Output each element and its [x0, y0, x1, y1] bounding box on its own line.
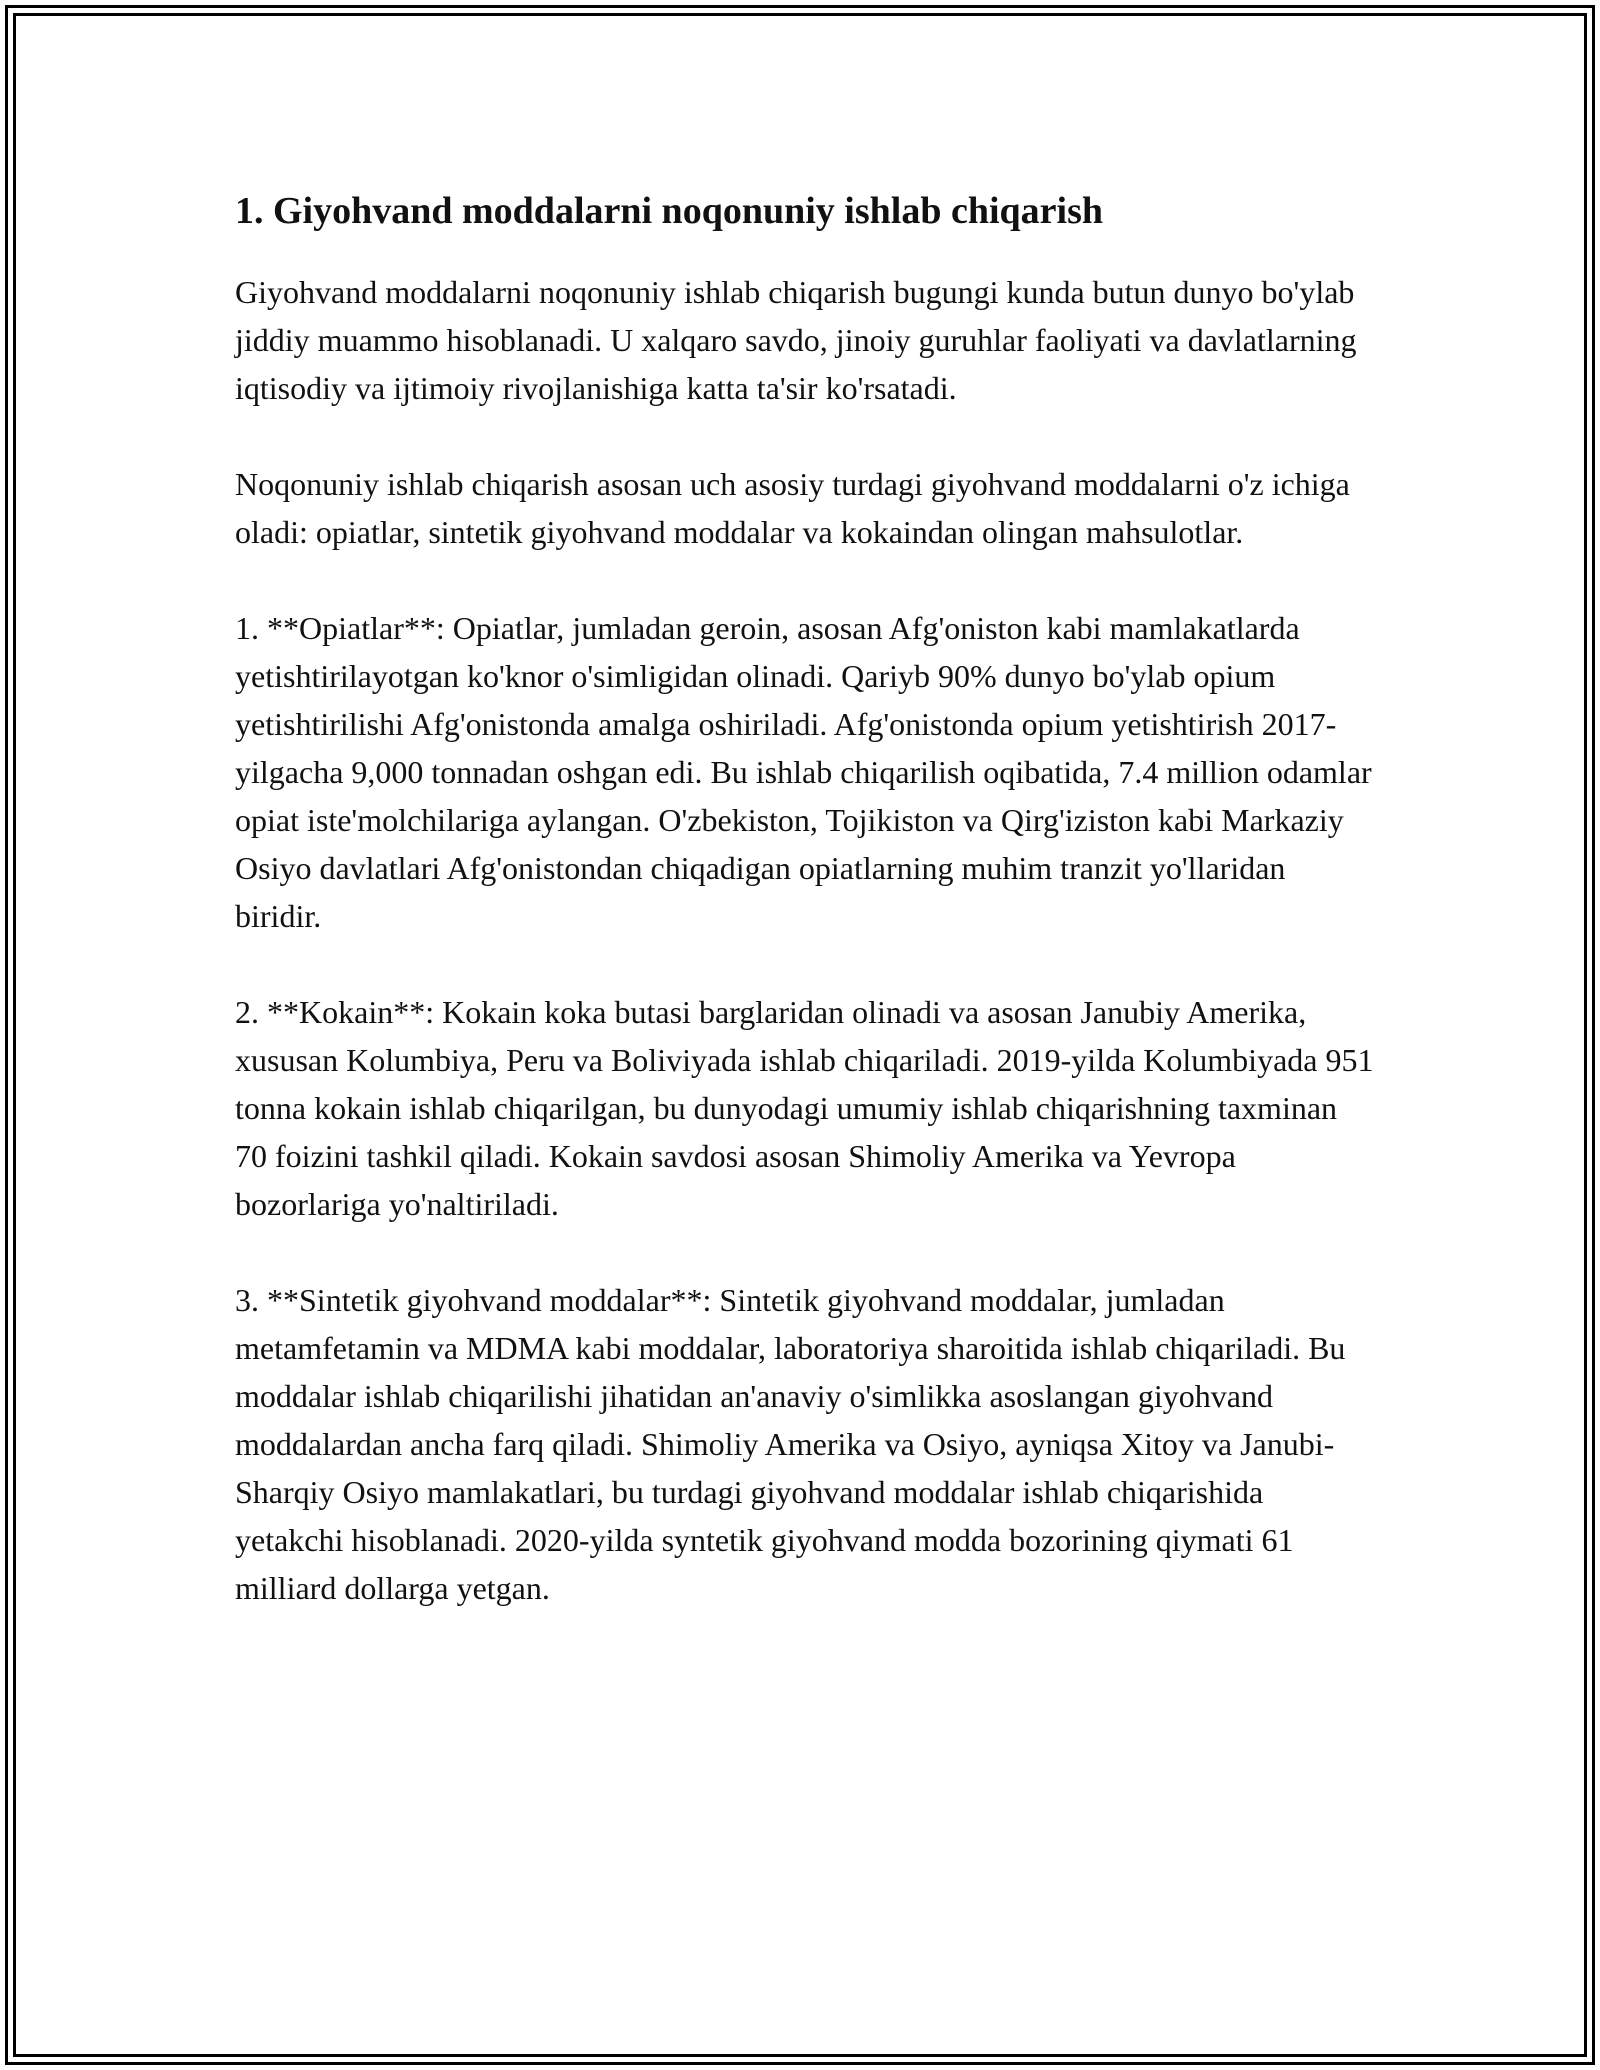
document-body [235, 186, 1375, 1660]
synthetic-drugs-paragraph: 3. **Sintetik giyohvand moddalar**: Sintetik giyohvand moddalar, jumladan metamfetamin va MDMA kabi moddalar, laboratoriya sharoitida ishlab chiqariladi. Bu moddalar ishlab chiqarilishi jihatidan an'anaviy o'simlikka asoslangan giyohvand moddalardan ancha farq qiladi. Shimoliy Amerika va Osiyo, ayniqsa Xitoy va Janubi-Sharqiy Osiyo mamlakatlari, bu turdagi giyohvand moddalar ishlab chiqarishida yetakchi hisoblanadi. 2020-yilda syntetik giyohvand modda bozorining qiymati 61 milliard dollarga yetgan. [235, 1282, 1346, 1606]
cocaine-paragraph: 2. **Kokain**: Kokain koka butasi barglaridan olinadi va asosan Janubiy Amerika, xususan Kolumbiya, Peru va Boliviyada ishlab chiqariladi. 2019-yilda Kolumbiyada 951 tonna kokain ishlab chiqarilgan, bu dunyodagi umumiy ishlab chiqarishning taxminan 70 foizini tashkil qiladi. Kokain savdosi asosan Shimoliy Amerika va Yevropa bozorlariga yo'naltiriladi. [235, 994, 1374, 1222]
scope-paragraph: Noqonuniy ishlab chiqarish asosan uch asosiy turdagi giyohvand moddalarni o'z ichiga oladi: opiatlar, sintetik giyohvand moddalar va kokaindan olingan mahsulotlar. [235, 466, 1350, 550]
document-title: 1. Giyohvand moddalarni noqonuniy ishlab chiqarish [235, 190, 1103, 232]
opiates-paragraph: 1. **Opiatlar**: Opiatlar, jumladan geroin, asosan Afg'oniston kabi mamlakatlarda yetishtirilayotgan ko'knor o'simligidan olinadi. Qariyb 90% dunyo bo'ylab opium yetishtirilishi Afg'onistonda amalga oshiriladi. Afg'onistonda opium yetishtirish 2017-yilgacha 9,000 tonnadan oshgan edi. Bu ishlab chiqarilish oqibatida, 7.4 million odamlar opiat iste'molchilariga aylangan. O'zbekiston, Tojikiston va Qirg'iziston kabi Markaziy Osiyo davlatlari Afg'onistondan chiqadigan opiatlarning muhim tranzit yo'llaridan biridir. [235, 610, 1372, 934]
intro-paragraph: Giyohvand moddalarni noqonuniy ishlab chiqarish bugungi kunda butun dunyo bo'ylab jiddiy muammo hisoblanadi. U xalqaro savdo, jinoiy guruhlar faoliyati va davlatlarning iqtisodiy va ijtimoiy rivojlanishiga katta ta'sir ko'rsatadi. [235, 274, 1357, 406]
